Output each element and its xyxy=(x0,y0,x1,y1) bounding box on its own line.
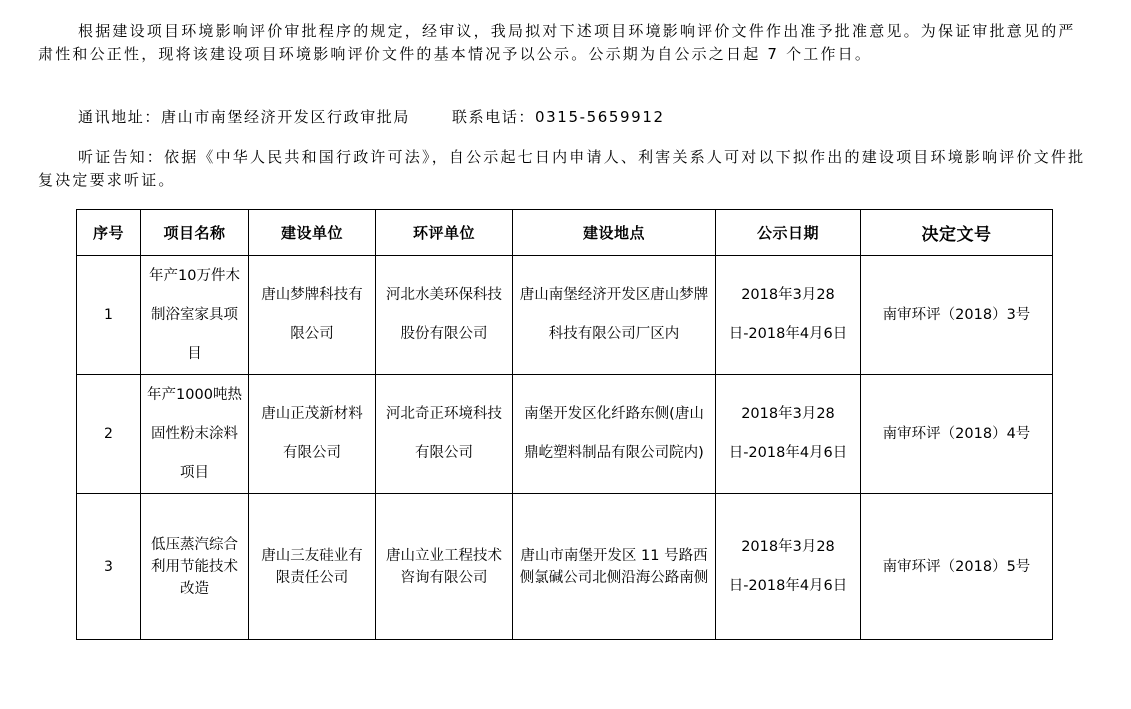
cell-project: 低压蒸汽综合利用节能技术改造 xyxy=(141,494,249,640)
cell-doc-no: 南审环评（2018）4号 xyxy=(861,375,1053,494)
cell-project: 年产10万件木制浴室家具项目 xyxy=(141,256,249,375)
header-seq: 序号 xyxy=(77,210,141,256)
cell-eia-unit: 河北水美环保科技股份有限公司 xyxy=(376,256,513,375)
cell-date: 2018年3月28日-2018年4月6日 xyxy=(716,256,861,375)
cell-project: 年产1000吨热固性粉末涂料项目 xyxy=(141,375,249,494)
project-table xyxy=(76,209,1053,640)
intro-paragraph: 根据建设项目环境影响评价审批程序的规定，经审议，我局拟对下述项目环境影响评价文件作出准予批准意见。为保证审批意见的严肃性和公正性，现将该建设项目环境影响评价文件的基本情况予以公示。公示期为自公示之日起 7 个工作日。 xyxy=(38,22,1076,63)
cell-seq: 2 xyxy=(77,375,141,494)
header-location: 建设地点 xyxy=(513,210,716,256)
header-date: 公示日期 xyxy=(716,210,861,256)
cell-builder: 唐山正茂新材料有限公司 xyxy=(249,375,376,494)
cell-date: 2018年3月28日-2018年4月6日 xyxy=(716,494,861,640)
cell-location: 唐山南堡经济开发区唐山梦牌科技有限公司厂区内 xyxy=(513,256,716,375)
header-project: 项目名称 xyxy=(141,210,249,256)
cell-location: 唐山市南堡开发区 11 号路西侧氯碱公司北侧沿海公路南侧 xyxy=(513,494,716,640)
cell-date: 2018年3月28日-2018年4月6日 xyxy=(716,375,861,494)
cell-doc-no: 南审环评（2018）3号 xyxy=(861,256,1053,375)
hearing-paragraph: 听证告知：依据《中华人民共和国行政许可法》，自公示起七日内申请人、利害关系人可对以下拟作出的建设项目环境影响评价文件批复决定要求听证。 xyxy=(38,148,1086,189)
cell-location: 南堡开发区化纤路东侧(唐山鼎屹塑料制品有限公司院内) xyxy=(513,375,716,494)
header-eia-unit: 环评单位 xyxy=(376,210,513,256)
table-row xyxy=(77,256,1053,375)
cell-builder: 唐山三友硅业有限责任公司 xyxy=(249,494,376,640)
cell-eia-unit: 河北奇正环境科技有限公司 xyxy=(376,375,513,494)
contact-line xyxy=(38,106,1090,129)
cell-seq: 3 xyxy=(77,494,141,640)
table-row xyxy=(77,375,1053,494)
header-builder: 建设单位 xyxy=(249,210,376,256)
table-row xyxy=(77,494,1053,640)
contact-phone: 联系电话：0315-5659912 xyxy=(452,108,665,126)
cell-eia-unit: 唐山立业工程技术咨询有限公司 xyxy=(376,494,513,640)
cell-doc-no: 南审环评（2018）5号 xyxy=(861,494,1053,640)
cell-builder: 唐山梦牌科技有限公司 xyxy=(249,256,376,375)
table-header-row xyxy=(77,210,1053,256)
contact-address: 通讯地址：唐山市南堡经济开发区行政审批局 xyxy=(78,108,411,126)
header-doc-no: 决定文号 xyxy=(861,210,1053,256)
cell-seq: 1 xyxy=(77,256,141,375)
